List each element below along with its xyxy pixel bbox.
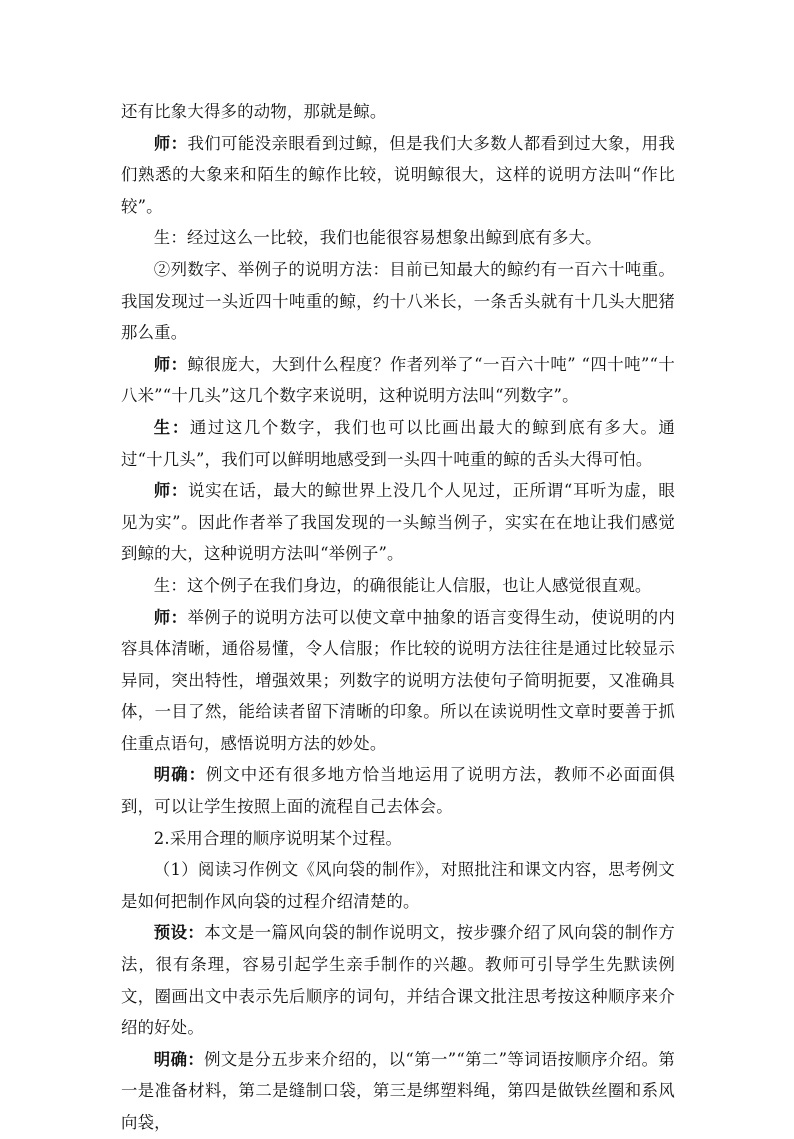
paragraph-text: 举例子的说明方法可以使文章中抽象的语言变得生动，使说明的内容具体清晰，通俗易懂，令人信服；作比较的说明方法往往是通过比较显示异同，突出特性，增强效果；列数字的说明方法使句子简明扼要，又准确具体，一目了然，能给读者留下清晰的印象。所以在读说明性文章时要善于抓住重点语句，感悟说明方法的妙处。 bbox=[121, 607, 675, 753]
speaker-label: 明确： bbox=[153, 1049, 205, 1069]
speaker-label: 师： bbox=[153, 607, 188, 627]
paragraph-1 bbox=[121, 96, 675, 128]
speaker-label: 生： bbox=[153, 417, 190, 437]
paragraph-4 bbox=[121, 254, 675, 349]
paragraph-text: 生：这个例子在我们身边，的确很能让人信服，也让人感觉很直观。 bbox=[153, 575, 652, 595]
paragraph-6 bbox=[121, 412, 675, 475]
paragraph-text: 本文是一篇风向袋的制作说明文，按步骤介绍了风向袋的制作方法，很有条理，容易引起学生亲手制作的兴趣。教师可引导学生先默读例文，圈画出文中表示先后顺序的词句，并结合课文批注思考按这种顺序来介绍的好处。 bbox=[121, 923, 675, 1038]
speaker-label: 师： bbox=[153, 481, 188, 501]
paragraph-7 bbox=[121, 475, 675, 570]
paragraph-text: 说实在话，最大的鲸世界上没几个人见过，正所谓“耳听为虚，眼见为实”。因此作者举了我国发现的一头鲸当例子，实实在在地让我们感觉到鲸的大，这种说明方法叫“举例子”。 bbox=[121, 481, 675, 564]
paragraph-text: 例文中还有很多地方恰当地运用了说明方法，教师不必面面俱到，可以让学生按照上面的流程自己去体会。 bbox=[121, 765, 675, 817]
paragraph-9 bbox=[121, 602, 675, 760]
paragraph-text: 例文是分五步来介绍的，以“第一”“第二”等词语按顺序介绍。第一是准备材料，第二是缝制口袋，第三是绑塑料绳，第四是做铁丝圈和系风向袋， bbox=[121, 1049, 675, 1132]
speaker-label: 预设： bbox=[153, 923, 205, 943]
paragraph-text: ②列数字、举例子的说明方法：目前已知最大的鲸约有一百六十吨重。我国发现过一头近四十吨重的鲸，约十八米长，一条舌头就有十几头大肥猪那么重。 bbox=[121, 259, 675, 343]
paragraph-12 bbox=[121, 854, 675, 917]
paragraph-8 bbox=[121, 570, 675, 602]
speaker-label: 师： bbox=[153, 354, 188, 374]
paragraph-text: 通过这几个数字，我们也可以比画出最大的鲸到底有多大。通过“十几头”，我们可以鲜明地感受到一头四十吨重的鲸的舌头大得可怕。 bbox=[121, 417, 675, 469]
paragraph-13 bbox=[121, 917, 675, 1043]
paragraph-text: 鲸很庞大，大到什么程度？作者列举了“一百六十吨” “四十吨”“十八米”“十几头”这几个数字来说明，这种说明方法叫“列数字”。 bbox=[121, 354, 675, 406]
document-page bbox=[121, 96, 675, 1139]
paragraph-10 bbox=[121, 759, 675, 822]
paragraph-5 bbox=[121, 349, 675, 412]
paragraph-2 bbox=[121, 128, 675, 223]
paragraph-text: 2.采用合理的顺序说明某个过程。 bbox=[153, 828, 403, 848]
speaker-label: 师： bbox=[153, 133, 188, 153]
paragraph-text: 我们可能没亲眼看到过鲸，但是我们大多数人都看到过大象，用我们熟悉的大象来和陌生的鲸作比较，说明鲸很大，这样的说明方法叫“作比较”。 bbox=[121, 133, 675, 216]
paragraph-11 bbox=[121, 823, 675, 855]
paragraph-text: 还有比象大得多的动物，那就是鲸。 bbox=[121, 102, 387, 121]
paragraph-3 bbox=[121, 222, 675, 254]
paragraph-14 bbox=[121, 1044, 675, 1139]
paragraph-text: 生：经过这么一比较，我们也能很容易想象出鲸到底有多大。 bbox=[153, 228, 602, 248]
paragraph-text: （1）阅读习作例文《风向袋的制作》，对照批注和课文内容，思考例文是如何把制作风向袋的过程介绍清楚的。 bbox=[121, 860, 675, 911]
speaker-label: 明确： bbox=[153, 765, 206, 785]
